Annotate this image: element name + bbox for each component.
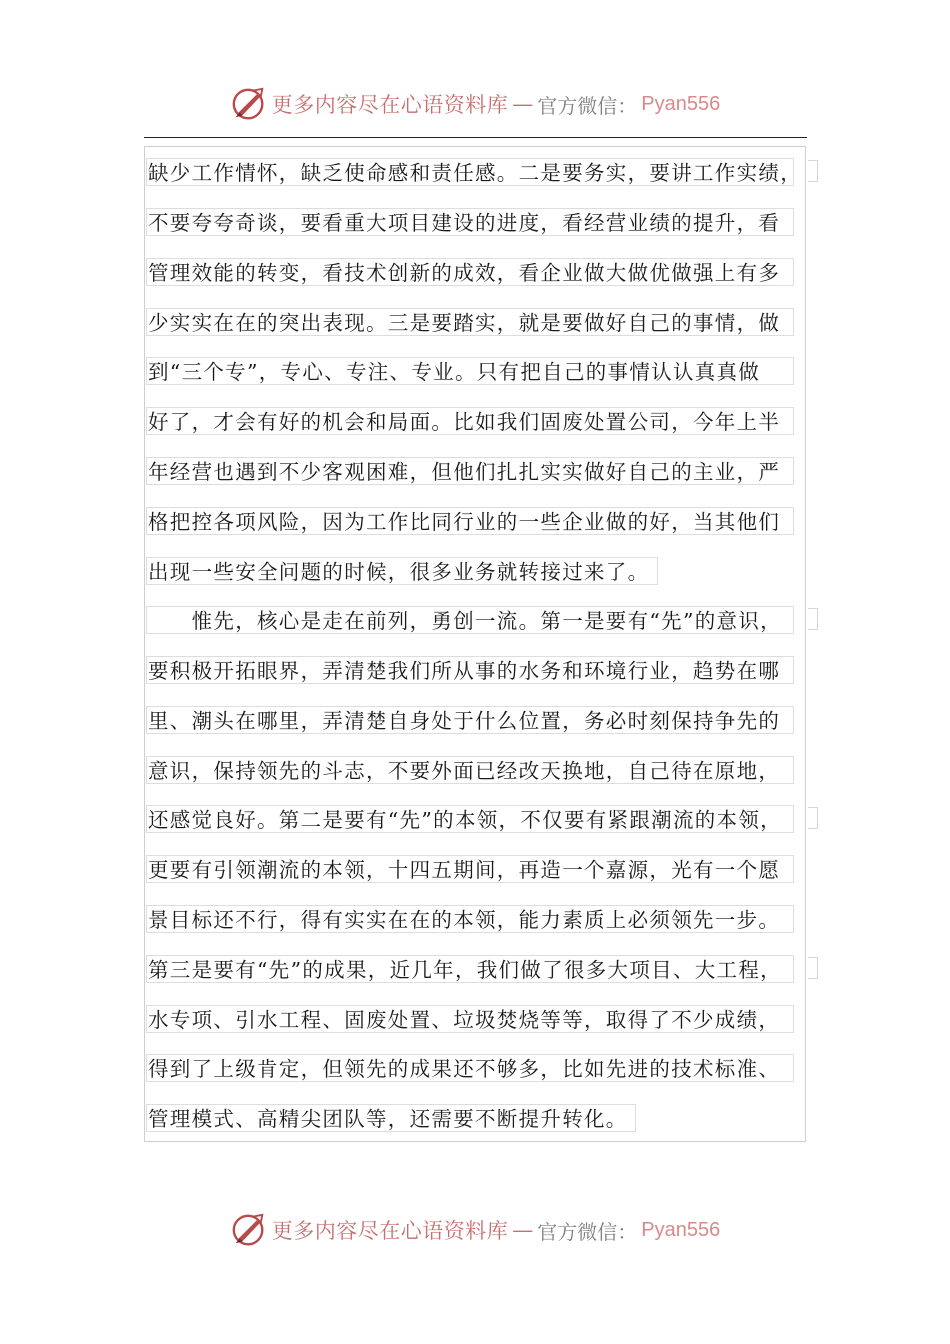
overflow-marker: [808, 807, 818, 829]
text-line: 还感觉良好。第二是要有“先”的本领，不仅要有紧跟潮流的本领，: [146, 805, 794, 833]
text-line: 管理效能的转变，看技术创新的成效，看企业做大做优做强上有多: [146, 258, 794, 286]
text-line: 到“三个专”，专心、专注、专业。只有把自己的事情认认真真做: [146, 357, 794, 385]
text-line: 出现一些安全问题的时候，很多业务就转接过来了。: [146, 557, 658, 585]
text-line: 得到了上级肯定，但领先的成果还不够多，比如先进的技术标准、: [146, 1054, 794, 1082]
footer-banner: [0, 1210, 950, 1250]
text-line: 里、潮头在哪里，弄清楚自身处于什么位置，务必时刻保持争先的: [146, 706, 794, 734]
footer-wechat-id: Pyan556: [641, 1218, 721, 1241]
text-line: 意识，保持领先的斗志，不要外面已经改天换地，自己待在原地，: [146, 756, 794, 784]
text-line: 更要有引领潮流的本领，十四五期间，再造一个嘉源，光有一个愿: [146, 855, 794, 883]
text-line: 第三是要有“先”的成果，近几年，我们做了很多大项目、大工程，: [146, 955, 794, 983]
text-line: 要积极开拓眼界，弄清楚我们所从事的水务和环境行业，趋势在哪: [146, 656, 794, 684]
text-line: 格把控各项风险，因为工作比同行业的一些企业做的好，当其他们: [146, 507, 794, 535]
footer-dash: —: [512, 1218, 534, 1242]
text-line: 管理模式、高精尖团队等，还需要不断提升转化。: [146, 1104, 636, 1132]
footer-official-label: 官方微信：: [537, 1219, 638, 1244]
header-wechat-id: Pyan556: [641, 92, 721, 115]
pen-logo-icon: [230, 1211, 268, 1249]
text-line: 惟先，核心是走在前列，勇创一流。第一是要有“先”的意识，: [146, 606, 794, 634]
text-line: 景目标还不行，得有实实在在的本领，能力素质上必须领先一步。: [146, 905, 794, 933]
text-line: 好了，才会有好的机会和局面。比如我们固废处置公司，今年上半: [146, 407, 794, 435]
text-line: 水专项、引水工程、固废处置、垃圾焚烧等等，取得了不少成绩，: [146, 1005, 794, 1033]
header-official-label: 官方微信：: [537, 93, 638, 118]
text-line: 缺少工作情怀，缺乏使命感和责任感。二是要务实，要讲工作实绩，: [146, 158, 794, 186]
text-line: 年经营也遇到不少客观困难，但他们扎扎实实做好自己的主业，严: [146, 457, 794, 485]
header-dash: —: [512, 92, 534, 116]
header-brand-text: 更多内容尽在心语资料库: [271, 93, 509, 117]
overflow-marker: [808, 160, 818, 182]
text-line: 不要夸夸奇谈，要看重大项目建设的进度，看经营业绩的提升，看: [146, 208, 794, 236]
text-line: 少实实在在的突出表现。三是要踏实，就是要做好自己的事情，做: [146, 308, 794, 336]
footer-brand-text: 更多内容尽在心语资料库: [271, 1219, 509, 1243]
overflow-marker: [808, 608, 818, 630]
overflow-marker: [808, 957, 818, 979]
